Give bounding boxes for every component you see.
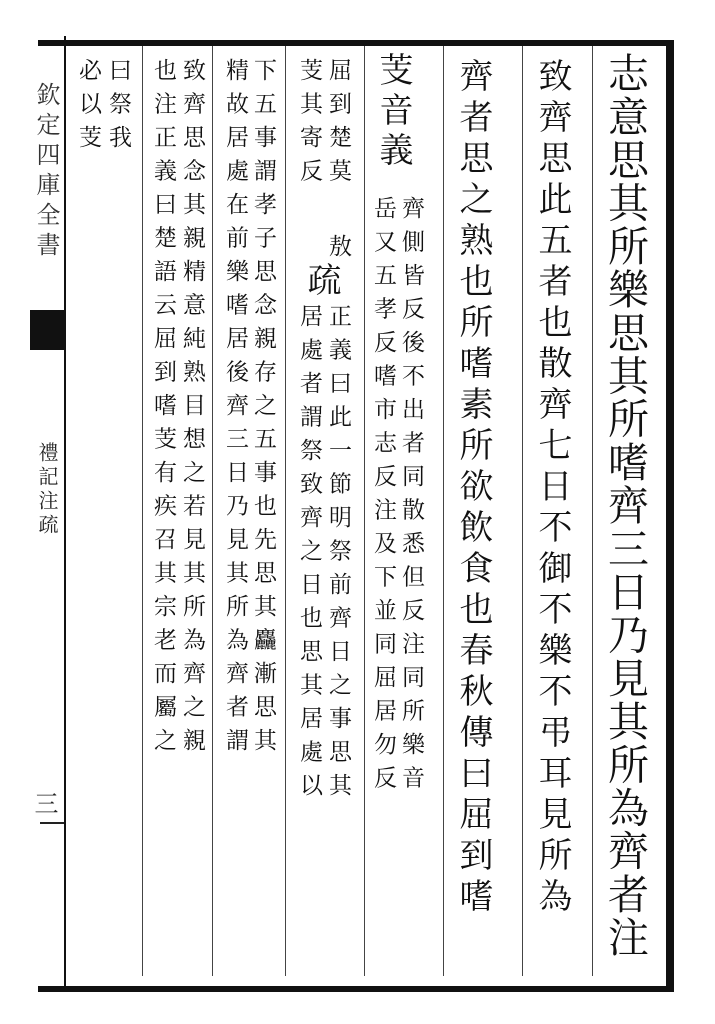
commentary-column: 齊者思之熟也所嗜素所欲飲食也春秋傳曰屈到嗜 [453,58,493,919]
small-note-left: 芰其寄反 [296,58,322,192]
commentary-column: 也注正義曰楚語云屈到嗜芰有疾召其宗老而屬之 [150,58,176,762]
commentary-column: 精故居處在前樂嗜居後齊三日乃見其所為齊者謂 [222,58,248,762]
main-text-column: 志意思其所樂思其所嗜齊三日乃見其所為齊者注 [601,52,649,960]
commentary-column: 下五事謂孝子思念親存之五事也先思其麤漸思其 [250,58,276,762]
column-rule [212,46,213,976]
column-rule [443,46,444,976]
yinyi-note-left: 岳又五孝反嗜市志反注及下並同屈居勿反 [370,196,396,799]
folio-number: 三 [30,791,58,815]
column-rule [142,46,143,976]
column-rule [285,46,286,976]
shu-text-left: 居處者謂祭致齊之日也思其居處以 [296,304,322,807]
book-title: 禮記注疏 [35,442,59,538]
column-rule [522,46,523,976]
column-rule [592,46,593,976]
yinyi-note-right: 齊側皆反後不出者同散悉但反注同所樂音 [398,196,424,799]
small-note-right: 屈到楚莫 [325,58,351,192]
small-note-char: 敖 [325,234,351,268]
shu-text-right: 正義曰此一節明祭前齊日之事思其 [325,304,351,807]
shu-mark: 疏 [301,262,341,296]
closing-column: 必以芰 [75,58,101,159]
yinyi-heading: 芰音義 [373,52,413,172]
commentary-column: 致齊思念其親精意純熟目想之若見其所為齊之親 [179,58,205,762]
page-frame [38,40,674,992]
column-rule [364,46,365,976]
commentary-column: 致齊思此五者也散齊七日不御不樂不弔耳見所為 [532,58,572,919]
collection-title: 欽定四庫全書 [32,82,60,262]
closing-column: 曰祭我 [105,58,131,159]
